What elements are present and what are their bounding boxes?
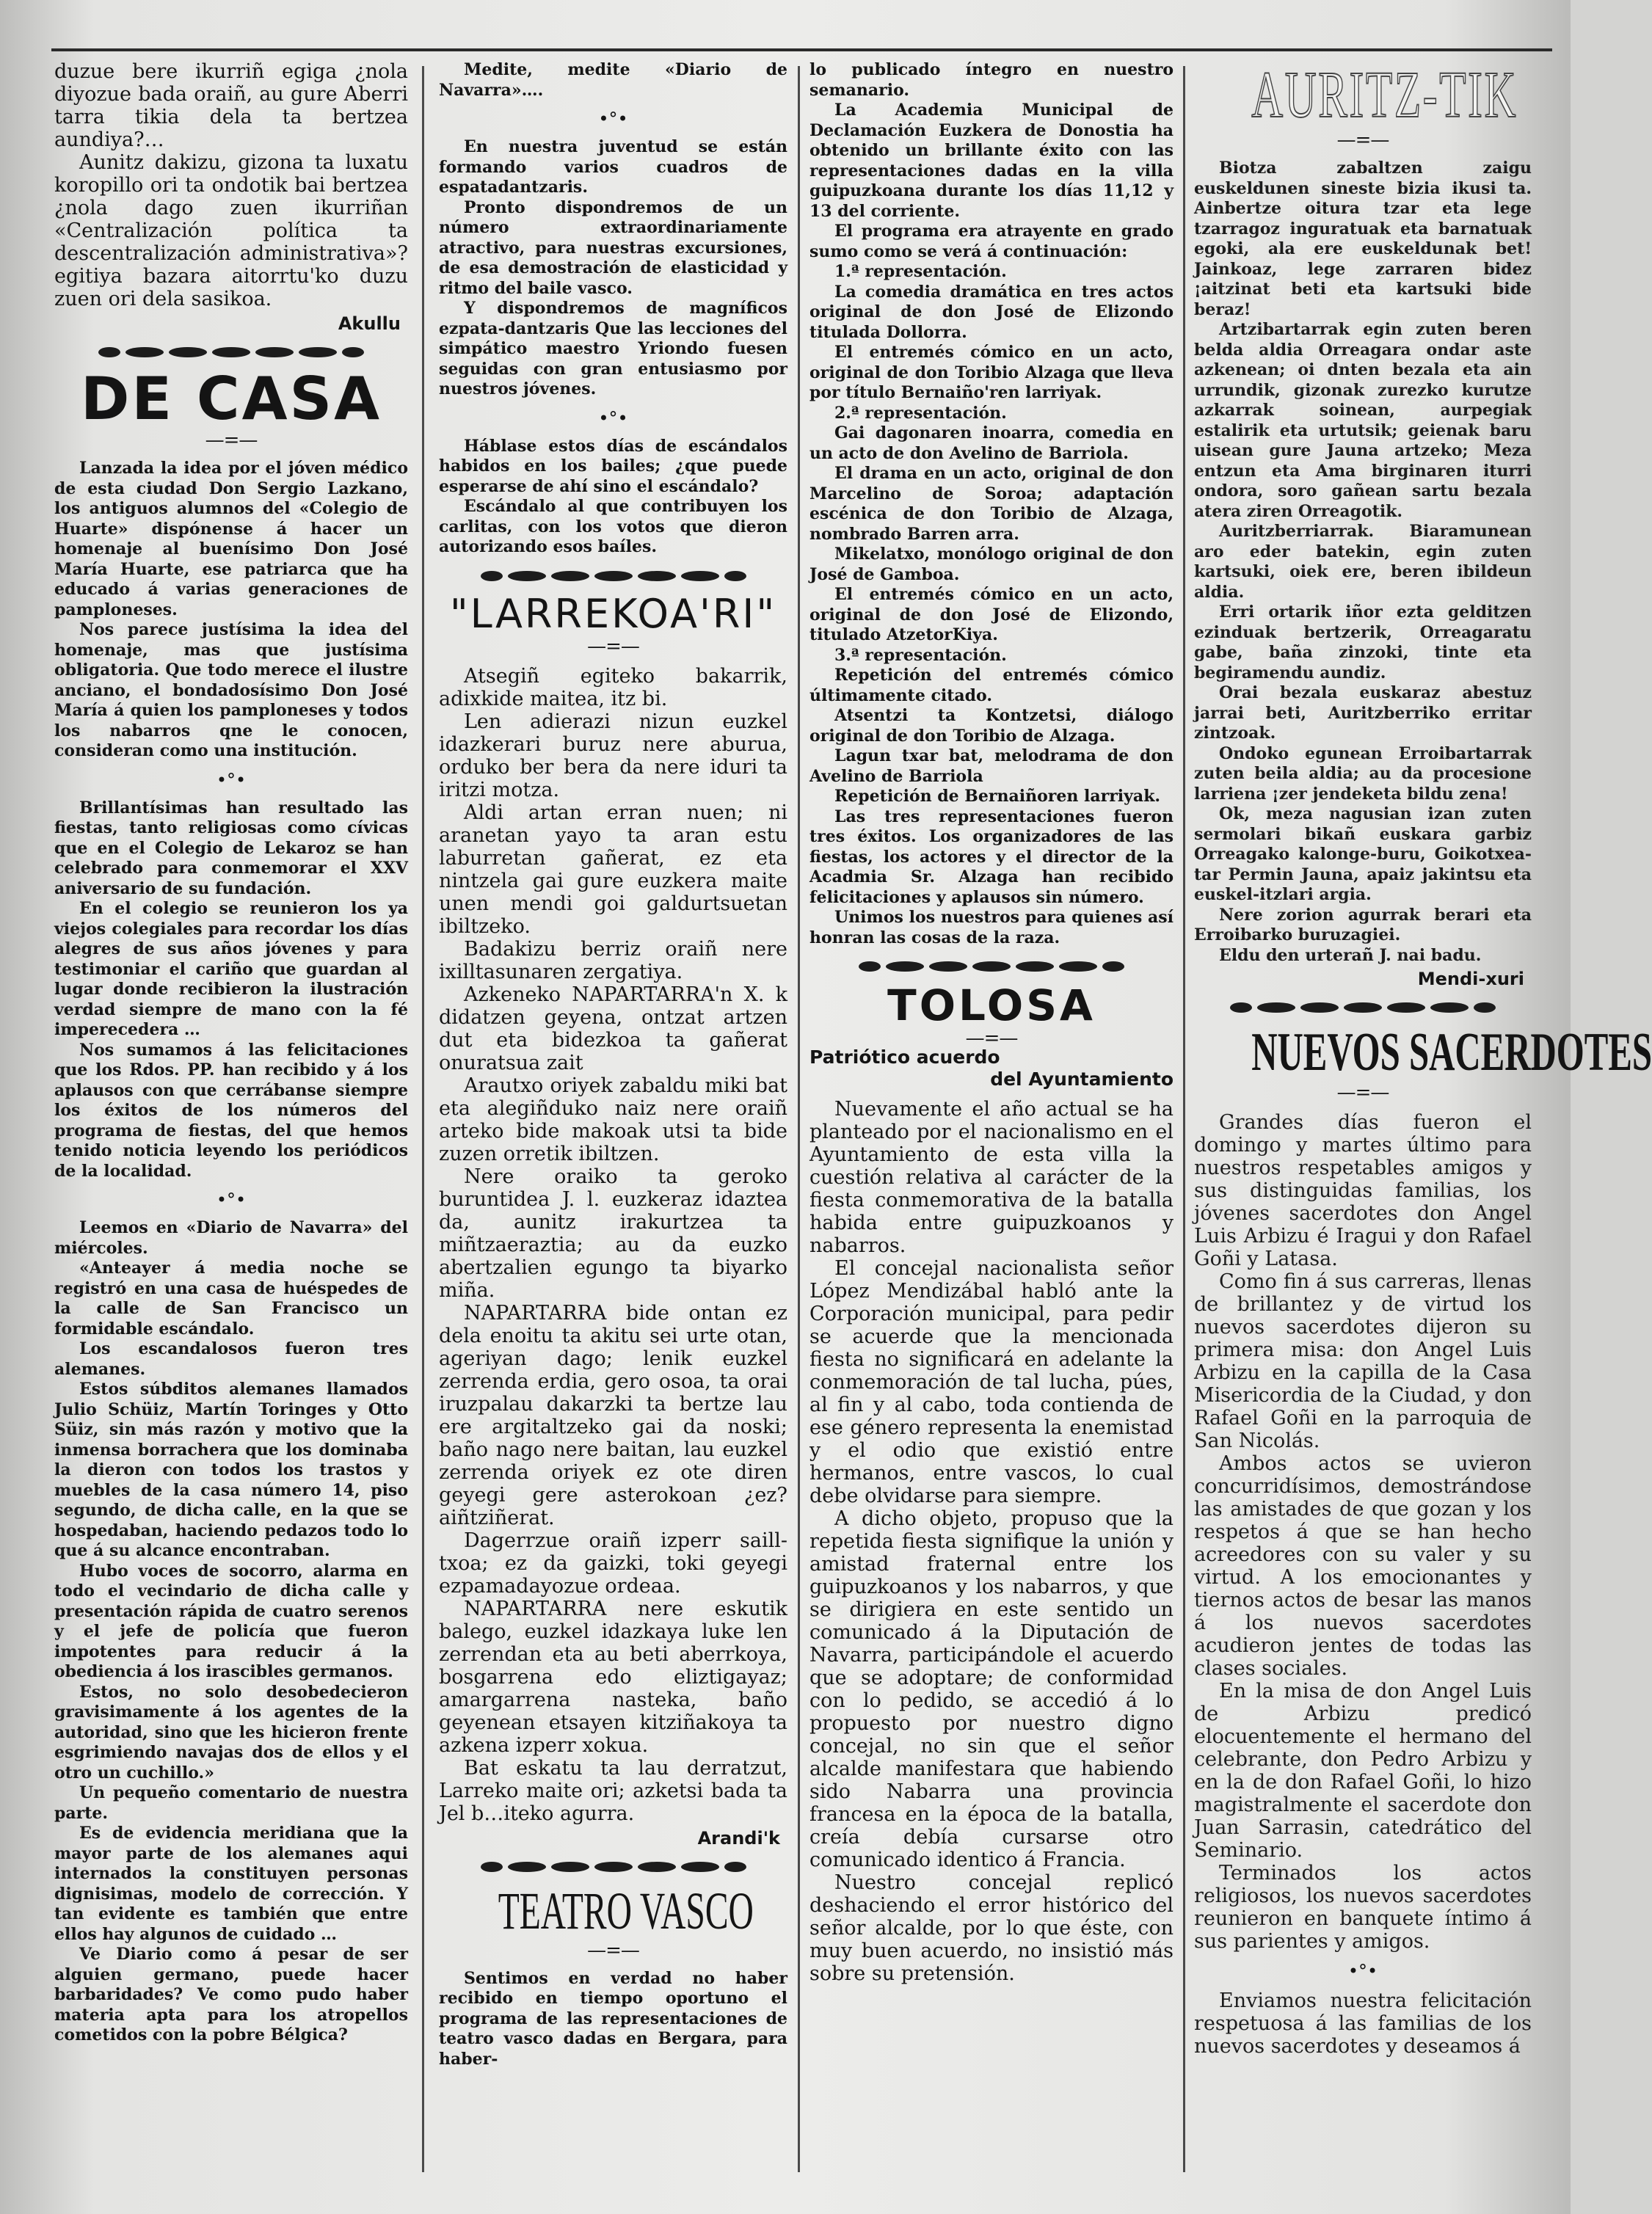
- paragraph: El drama en un acto, original de don Marcelino de Soroa; adaptación escénica de don Toribio de Alzaga, nombrado Barren arra.: [809, 464, 1173, 544]
- paragraph: Auritzberriarrak. Biaramunean aro eder batekin, egin zuten kartsuki, oiek ere, beren ibildeun aldia.: [1194, 522, 1532, 602]
- paragraph: Escándalo al que contribuyen los carlitas, con los votos que dieron autorizando esos baíles.: [439, 497, 787, 556]
- paragraph: Ve Diario como á pesar de ser alguien germano, puede hacer barbaridades? Ve como pudo haber materia apta para los atropellos cometidos con la pobre Bélgica?: [54, 1945, 408, 2044]
- article-body: [439, 60, 787, 101]
- paragraph: Orai bezala euskaraz abestuz jarrai beti, Auritzberriko erritar zintzoak.: [1194, 683, 1532, 743]
- signature: Mendi-xuri: [1417, 969, 1524, 989]
- paragraph: lo publicado íntegro en nuestro semanario.: [809, 60, 1173, 100]
- column-2: [439, 60, 787, 2181]
- paragraph: Brillantísimas han resultado las fiestas, tanto religiosas como cívicas que en el Colegio de Lekaroz se han celebrado para conmemorar el XXV aniversario de su fundación.: [54, 798, 408, 898]
- paragraph: Sentimos en verdad no haber recibido en tiempo oportuno el programa de las representaciones de teatro vasco dadas en Bergara, para haber-: [439, 1968, 787, 2069]
- paragraph: Terminados los actos religiosos, los nuevos sacerdotes reunieron en banquete íntimo á sus parientes y amigos.: [1194, 1862, 1532, 1953]
- title-dash: —=—: [587, 1939, 639, 1962]
- signature: Akullu: [338, 313, 401, 334]
- paragraph: Nos parece justísima la idea del homenaje, mas que justísima obligatoria. Que todo merece el ilustre anciano, el bondadosísimo Don José María á quien los pamploneses y todos los nabarros qne le conocen, consideran como una institución.: [54, 620, 408, 760]
- section-title: NUEVOS SACERDOTES: [1251, 1022, 1652, 1082]
- paragraph: Erri ortarik iñor ezta gelditzen ezinduak bertzerik, Orreagaratu gabe, baña zinzoki, tinte eta begiramendu aundiz.: [1194, 602, 1532, 682]
- paragraph: Los escandalosos fueron tres alemanes.: [54, 1339, 408, 1379]
- paragraph: Háblase estos días de escándalos habidos en los bailes; ¿que puede esperarse de ahí sino el escándalo?: [439, 436, 787, 496]
- asterism: •°•: [216, 1190, 247, 1210]
- article-body: [54, 1218, 408, 2046]
- ornament-rule: [439, 571, 787, 581]
- paragraph: Nere zorion agurrak berari eta Erroibarko buruzagiei.: [1194, 905, 1532, 944]
- paragraph: Gai dagonaren inoarra, comedia en un acto de don Avelino de Barriola.: [809, 423, 1173, 463]
- paragraph: En el colegio se reunieron los ya viejos colegiales para recordar los días alegres de sus años jóvenes y para testimoniar el cariño que guardan al lugar donde recibieron la ilustración verdad siempre de mano con la fé imperecedera …: [54, 899, 408, 1039]
- paragraph: «Anteayer á media noche se registró en una casa de huéspedes de la calle de San Francisco un formidable escándalo.: [54, 1259, 408, 1339]
- paragraph: Medite, medite «Diario de Navarra»….: [439, 60, 787, 100]
- column-divider: [422, 66, 424, 2172]
- paragraph: Aldi artan erran nuen; ni aranetan yayo ta aran estu laburretan gañerat, ez eta nintzela gai gure euzkera maite unen mendi goi galdurtsuetan ibiltzeko.: [439, 801, 787, 938]
- paragraph: Nos sumamos á las felicitaciones que los Rdos. PP. han recibido y á los aplausos con que cerrábanse siempre los éxitos de los números del programa de fiestas, del que hemos tenido noticia leyendo los periódicos de la localidad.: [54, 1040, 408, 1181]
- asterism: •°•: [598, 407, 628, 429]
- paragraph: Lanzada la idea por el jóven médico de esta ciudad Don Sergio Lazkano, los antiguos alumnos del «Colegio de Huarte» dispónense á hacer un homenaje al buenísimo Don José María Huarte, ese patriarca que ha educado á varias generaciones de pamploneses.: [54, 459, 408, 619]
- paragraph: Pronto dispondremos de un número extraordinariamente atractivo, para nuestras excursiones, de esa demostración de elasticidad y ritmo del baile vasco.: [439, 197, 787, 298]
- intro-article: [54, 60, 408, 310]
- paragraph: Repetición del entremés cómico últimamente citado.: [809, 666, 1173, 705]
- article-body: [439, 665, 787, 1825]
- paragraph: NAPARTARRA bide ontan ez dela enoitu ta akitu sei urte otan, ageriyan dago; lenik euzkel zerrenda erdia, gero osoa, ta orai iruzpalau dakarzki ta bertze lau ere argitaltzeko gai da noski; baño nago nere baitan, lau euzkel zerrenda oriyek ez ote diren geyegi gere asterokoan ¿ez? aiñtziñerat.: [439, 1301, 787, 1529]
- article-body: [439, 437, 787, 558]
- paragraph: El programa era atrayente en grado sumo como se verá á continuación:: [809, 222, 1173, 261]
- paragraph: Ok, meza nagusian izan zuten sermolari bikañ euskara garbiz Orreagako kalonge-buru, Goikotxea-tar Permin Jauna, apaiz jakintsu eta euskel-itzlari argia.: [1194, 804, 1532, 904]
- article-body: [439, 137, 787, 400]
- ornament-rule: [439, 1862, 787, 1872]
- paragraph: Y dispondremos de magníficos ezpata-dantzaris Que las lecciones del simpático maestro Yriondo fuesen seguidas con gran entusiasmo por nuestros jóvenes.: [439, 299, 787, 398]
- paragraph: La Academia Municipal de Declamación Euzkera de Donostia ha obtenido un brillante éxito con las representaciones dadas en la villa guipuzkoana durante los días 11,12 y 13 del corriente.: [809, 101, 1173, 221]
- paragraph: La comedia dramática en tres actos original de don José de Elizondo titulada Dollorra.: [809, 282, 1173, 342]
- article-body: [1194, 159, 1532, 966]
- paragraph: Artzibartarrak egin zuten beren belda aldia Orreagara ondar aste azkenean; oi dnten bezala eta ain urrundik, gizonak zurezko kurutze azkarrak soinean, aurpegiak estalirik eta urtutsik; geienak baru uisean gure Jauna artzeko; Meza entzun eta Ama birginaren iturri ondora, soro gañean sartu bezala atera ziren Orreagotik.: [1194, 320, 1532, 521]
- paragraph: Badakizu berriz oraiñ nere ixilltasunaren zergatiya.: [439, 937, 787, 983]
- paragraph: A dicho objeto, propuso que la repetida fiesta signifique la unión y amistad fraternal entre los guipuzkoanos y los nabarros, y que se dirigiera en este sentido un comunicado á la Diputación de Navarra, participándole el acuerdo que se adoptare; de conformidad con lo pedido, se accedió á lo propuesto por nuestro digno concejal, no sin que el señor alcalde manifestara que habiendo sido Nabarra una provincia francesa en la época de la batalla, creía debía cursarse otro comunicado identico á Francia.: [809, 1507, 1173, 1871]
- subtitle: Patriótico acuerdo: [809, 1046, 1000, 1068]
- paragraph: Nuestro concejal replicó deshaciendo el error histórico del señor alcalde, por lo que éste, con muy buen acuerdo, no insistió más sobre su pretensión.: [809, 1871, 1173, 1985]
- title-dash: —=—: [1336, 1082, 1389, 1104]
- column-3: [809, 60, 1173, 2181]
- section-title: AURITZ-TIK: [1251, 59, 1518, 131]
- paragraph: Leemos en «Diario de Navarra» del miércoles.: [54, 1218, 408, 1258]
- subtitle: del Ayuntamiento: [990, 1068, 1173, 1090]
- section-title: TOLOSA: [887, 980, 1096, 1030]
- paragraph: Estos súbditos alemanes llamados Julio Schüiz, Martín Toringes y Otto Süiz, sin más razón y motivo que la inmensa borrachera que los dominaba la dieron con todos los trastos y muebles de la casa número 14, piso segundo, de dicha calle, en la que se hospedaban, haciendo pedazos todo lo que á su alcance encontraban.: [54, 1380, 408, 1560]
- paragraph: Estos, no solo desobedecieron gravisimamente á los agentes de la autoridad, sino que les hicieron frente esgrimiendo navajas dos de ellos y el otro un cuchillo.»: [54, 1682, 408, 1783]
- signature: Arandi'k: [697, 1827, 780, 1849]
- paragraph: Len adierazi nizun euzkel idazkerari buruz nere aburua, orduko ber bera da nere iduri ta iritzi motza.: [439, 710, 787, 801]
- paragraph: En nuestra juventud se están formando varios cuadros de espatadantzaris.: [439, 137, 787, 197]
- paragraph: El entremés cómico en un acto, original de don Toribio Alzaga que lleva por título Bernaiño'ren larriyak.: [809, 343, 1173, 402]
- paragraph: Las tres representaciones fueron tres éxitos. Los organizadores de las fiestas, los actores y el director de la Acadmia Sr. Alzaga han recibido felicitaciones y aplausos sin número.: [809, 806, 1173, 907]
- paragraph: Un pequeño comentario de nuestra parte.: [54, 1783, 408, 1823]
- paragraph: Ambos actos se uvieron concurridísimos, demostrándose las amistades de que gozan y los respetos á que se han hecho acreedores con su valer y su virtud. A los emocionantes y tiernos actos de besar las manos á los nuevos sacerdotes acudieron jentes de todas las clases sociales.: [1194, 1452, 1532, 1680]
- article-body: [809, 60, 1173, 948]
- title-dash: —=—: [587, 635, 639, 658]
- paragraph: Unimos los nuestros para quienes así honran las cosas de la raza.: [809, 908, 1173, 947]
- paragraph: Bat eskatu ta lau derratzut, Larreko maite ori; azketsi bada ta Jel b…iteko agurra.: [439, 1756, 787, 1825]
- article-body: [809, 1098, 1173, 1985]
- paragraph: Arautxo oriyek zabaldu miki bat eta alegiñduko naiz nere oraiñ arteko bide makoak utsi ta bide zuzen orretik ibiltzen.: [439, 1074, 787, 1165]
- title-dash: —=—: [205, 429, 258, 451]
- asterism: •°•: [1347, 1961, 1378, 1981]
- paragraph: Dagerrzue oraiñ izperr saill-txoa; ez da gaizki, toki geyegi ezpamadayozue ordeaa.: [439, 1529, 787, 1598]
- paragraph: Enviamos nuestra felicitación respetuosa á las familias de los nuevos sacerdotes y deseamos á: [1194, 1989, 1532, 2058]
- title-dash: —=—: [1336, 129, 1389, 151]
- paragraph: El concejal nacionalista señor López Mendizábal habló ante la Corporación municipal, para pedir se acuerde que la mencionada fiesta no significará en adelante la conmemoración de tal lucha, púes, al fin y al cabo, toda contienda de ese género representa la enemistad y el odio que existió entre hermanos, entre vascos, lo cual debe olvidarse para siempre.: [809, 1257, 1173, 1507]
- article-body: [54, 798, 408, 1182]
- column-4: [1194, 59, 1652, 2181]
- paragraph: En la misa de don Angel Luis de Arbizu predicó elocuentemente el hermano del celebrante, don Pedro Arbizu y en la de don Rafael Goñi, lo hizo magistralmente el sacerdote don Juan Sarrasin, catedrático del Seminario.: [1194, 1680, 1532, 1862]
- asterism: •°•: [598, 109, 628, 129]
- article-body: [1194, 1989, 1532, 2058]
- section-title: DE CASA: [80, 365, 382, 433]
- article-body: [439, 1969, 787, 2070]
- paragraph: Hubo voces de socorro, alarma en todo el vecindario de dicha calle y presentación rápida de cuatro serenos y el jefe de policía que fueron impotentes para reducir á la obediencia á los irascibles germanos.: [54, 1561, 408, 1681]
- section-title: "LARREKOA'RI": [449, 590, 777, 637]
- paragraph: Nuevamente el año actual se ha planteado por el nacionalismo en el Ayuntamiento de esta villa la cuestión relativa al carácter de la fiesta conmemorativa de la batalla habida entre guipuzkoanos y nabarros.: [809, 1098, 1173, 1257]
- paragraph: El entremés cómico en un acto, original de don José de Elizondo, titulado AtzetorKiya.: [809, 585, 1173, 644]
- paragraph: Biotza zabaltzen zaigu euskeldunen sineste bizia ikusi ta. Ainbertze oitura tzar eta lege tzarragoz inguratuak eta barnatuak egoki, ala ere euskeldunak bet! Jainkoaz, lege zarraren bidez ¡aitzinat beti eta kartsuki bide beraz!: [1194, 159, 1532, 319]
- ornament-rule: [1194, 1002, 1532, 1013]
- paragraph: 2.ª representación.: [834, 403, 1007, 423]
- column-divider: [1183, 66, 1185, 2172]
- article-body: [54, 459, 408, 762]
- paragraph: Es de evidencia meridiana que la mayor parte de los alemanes aqui internados la constituyen personas dignisimas, modelo de corrección. Y tan evidente es también que entre ellos hay algunos de cuidado …: [54, 1824, 408, 1944]
- ornament-rule: [54, 347, 408, 357]
- paragraph: NAPARTARRA nere eskutik balego, euzkel idazkaya luke len zerrendan eta au beti aberrkoya, bosgarrena edo eliztigayaz; amargarrena nasteka, baño geyenean etsayen kitziñakoya ta azkena izperr xokua.: [439, 1597, 787, 1757]
- paragraph: Atsentzi ta Kontzetsi, diálogo original de don Toribio de Alzaga.: [809, 706, 1173, 746]
- asterism: •°•: [216, 769, 247, 790]
- column-1: [54, 60, 408, 2181]
- ornament-rule: [809, 961, 1173, 972]
- paragraph: duzue bere ikurriñ egiga ¿nola diyozue bada oraiñ, au gure Aberri tarra tikia dela ta bertzea aundiya?…: [54, 60, 408, 151]
- paragraph: Aunitz dakizu, gizona ta luxatu koropillo ori ta ondotik bai bertzea ¿nola dago zuen ikurriñan «Centralización política ta descentralización administrativa»? egitiya bazara aitorrtu'ko duzu zuen ori dela sasikoa.: [54, 151, 408, 310]
- column-divider: [798, 66, 800, 2172]
- title-dash: —=—: [965, 1027, 1018, 1049]
- paragraph: Lagun txar bat, melodrama de don Avelino de Barriola: [809, 746, 1173, 786]
- paragraph: Azkeneko NAPARTARRA'n X. k didatzen geyena, ontzat artzen dut eta bidezkoa ta gañerat onuratsua zait: [439, 983, 787, 1074]
- paragraph: Atsegiñ egiteko bakarrik, adixkide maitea, itz bi.: [439, 664, 787, 710]
- paragraph: 3.ª representación.: [834, 645, 1007, 665]
- paragraph: Nere oraiko ta geroko buruntidea J. l. euzkeraz idaztea da, aunitz irakurtzea ta miñtzaeraztia; au da euzko abertzalien egungo ta biyarko miña.: [439, 1165, 787, 1302]
- top-rule: [51, 48, 1552, 51]
- article-body: [1194, 1111, 1532, 1953]
- paragraph: Repetición de Bernaiñoren larriyak.: [834, 787, 1161, 806]
- paragraph: Mikelatxo, monólogo original de don José de Gamboa.: [809, 545, 1173, 584]
- paragraph: Eldu den urterañ J. nai badu.: [1219, 945, 1482, 965]
- paragraph: Como fin á sus carreras, llenas de brillantez y de virtud los nuevos sacerdotes dijeron su primera misa: don Angel Luis Arbizu en la capilla de la Casa Misericordia de la Ciudad, y don Rafael Goñi en la parroquia de San Nicolás.: [1194, 1270, 1532, 1452]
- paragraph: Ondoko egunean Erroibartarrak zuten beila aldia; au da procesione larriena ¡zer jendeketa bildu zena!: [1194, 743, 1532, 804]
- paragraph: 1.ª representación.: [834, 262, 1007, 281]
- section-title: TEATRO VASCO: [498, 1881, 754, 1940]
- paragraph: Grandes días fueron el domingo y martes último para nuestros respetables amigos y sus distinguidas familias, los jóvenes sacerdotes don Angel Luis Arbizu é Iragui y don Rafael Goñi y Latasa.: [1194, 1111, 1532, 1270]
